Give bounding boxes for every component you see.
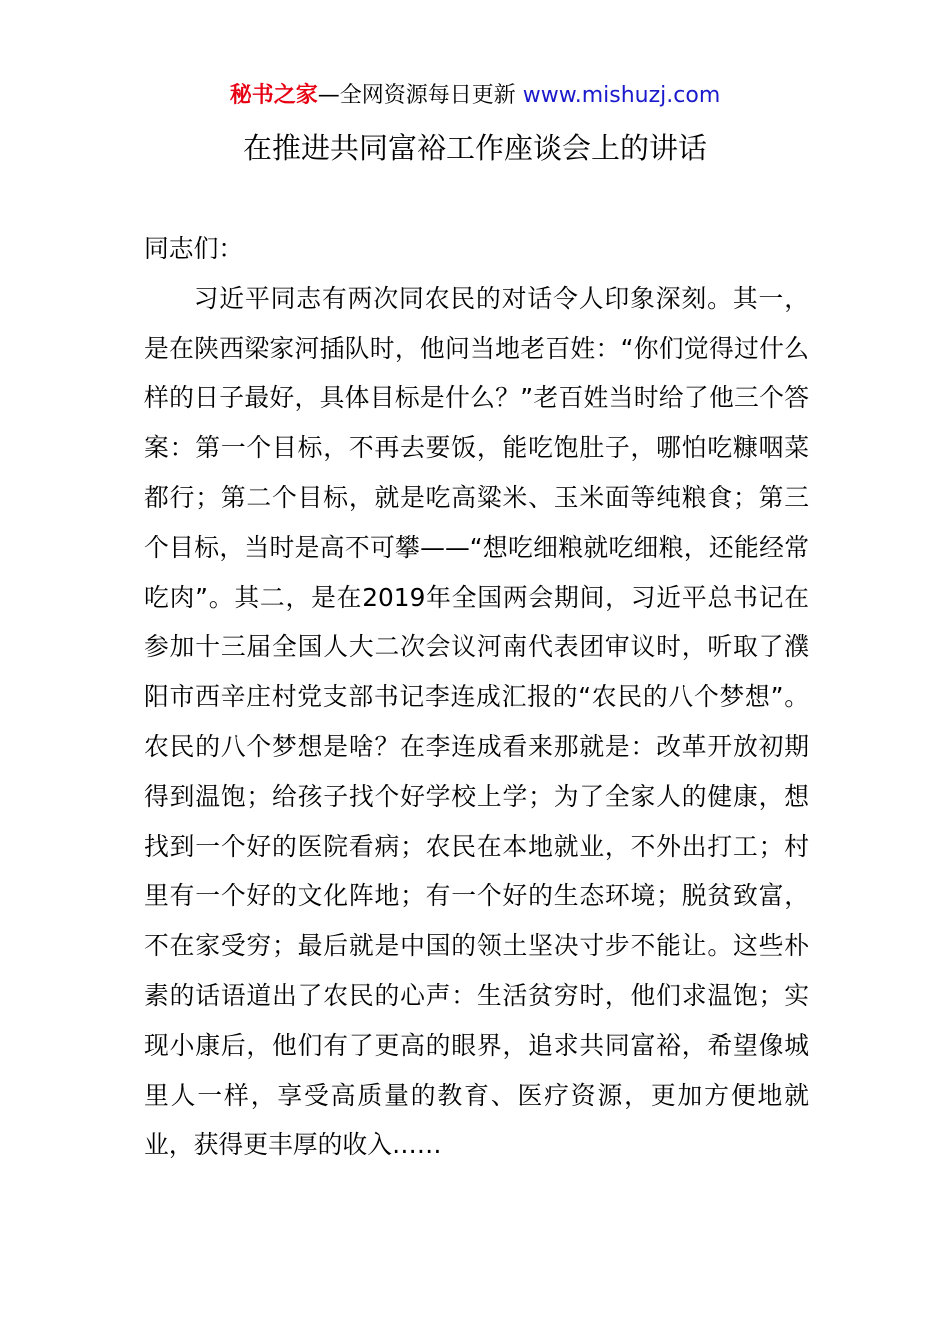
document-body <box>144 224 809 1170</box>
salutation: 同志们： <box>144 234 244 263</box>
brand-name: 秘书之家 <box>229 83 318 108</box>
body-paragraph: 习近平同志有两次同农民的对话令人印象深刻。其一，是在陕西梁家河插队时，他问当地老百姓：“你们觉得过什么样的日子最好，具体目标是什么？”老百姓当时给了他三个答案：第一个目标，不再去要饭，能吃饱肚子，哪怕吃糠咽菜都行；第二个目标，就是吃高粱米、玉米面等纯粮食；第三个目标，当时是高不可攀——“想吃细粮就吃细粮，还能经常吃肉”。其二，是在2019年全国两会期间，习近平总书记在参加十三届全国人大二次会议河南代表团审议时，听取了濮阳市西辛庄村党支部书记李连成汇报的“农民的八个梦想”。农民的八个梦想是啥？在李连成看来那就是：改革开放初期得到温饱；给孩子找个好学校上学；为了全家人的健康，想找到一个好的医院看病；农民在本地就业，不外出打工；村里有一个好的文化阵地；有一个好的生态环境；脱贫致富，不在家受穷；最后就是中国的领土坚决寸步不能让。这些朴素的话语道出了农民的心声：生活贫穷时，他们求温饱；实现小康后，他们有了更高的眼界，追求共同富裕，希望像城里人一样，享受高质量的教育、医疗资源，更加方便地就业，获得更丰厚的收入…… <box>144 283 809 1160</box>
site-header <box>0 80 950 112</box>
document-title: 在推进共同富裕工作座谈会上的讲话 <box>242 131 707 165</box>
site-url-link[interactable]: www.mishuzj.com <box>522 83 721 108</box>
header-tagline: —全网资源每日更新 <box>317 83 523 108</box>
